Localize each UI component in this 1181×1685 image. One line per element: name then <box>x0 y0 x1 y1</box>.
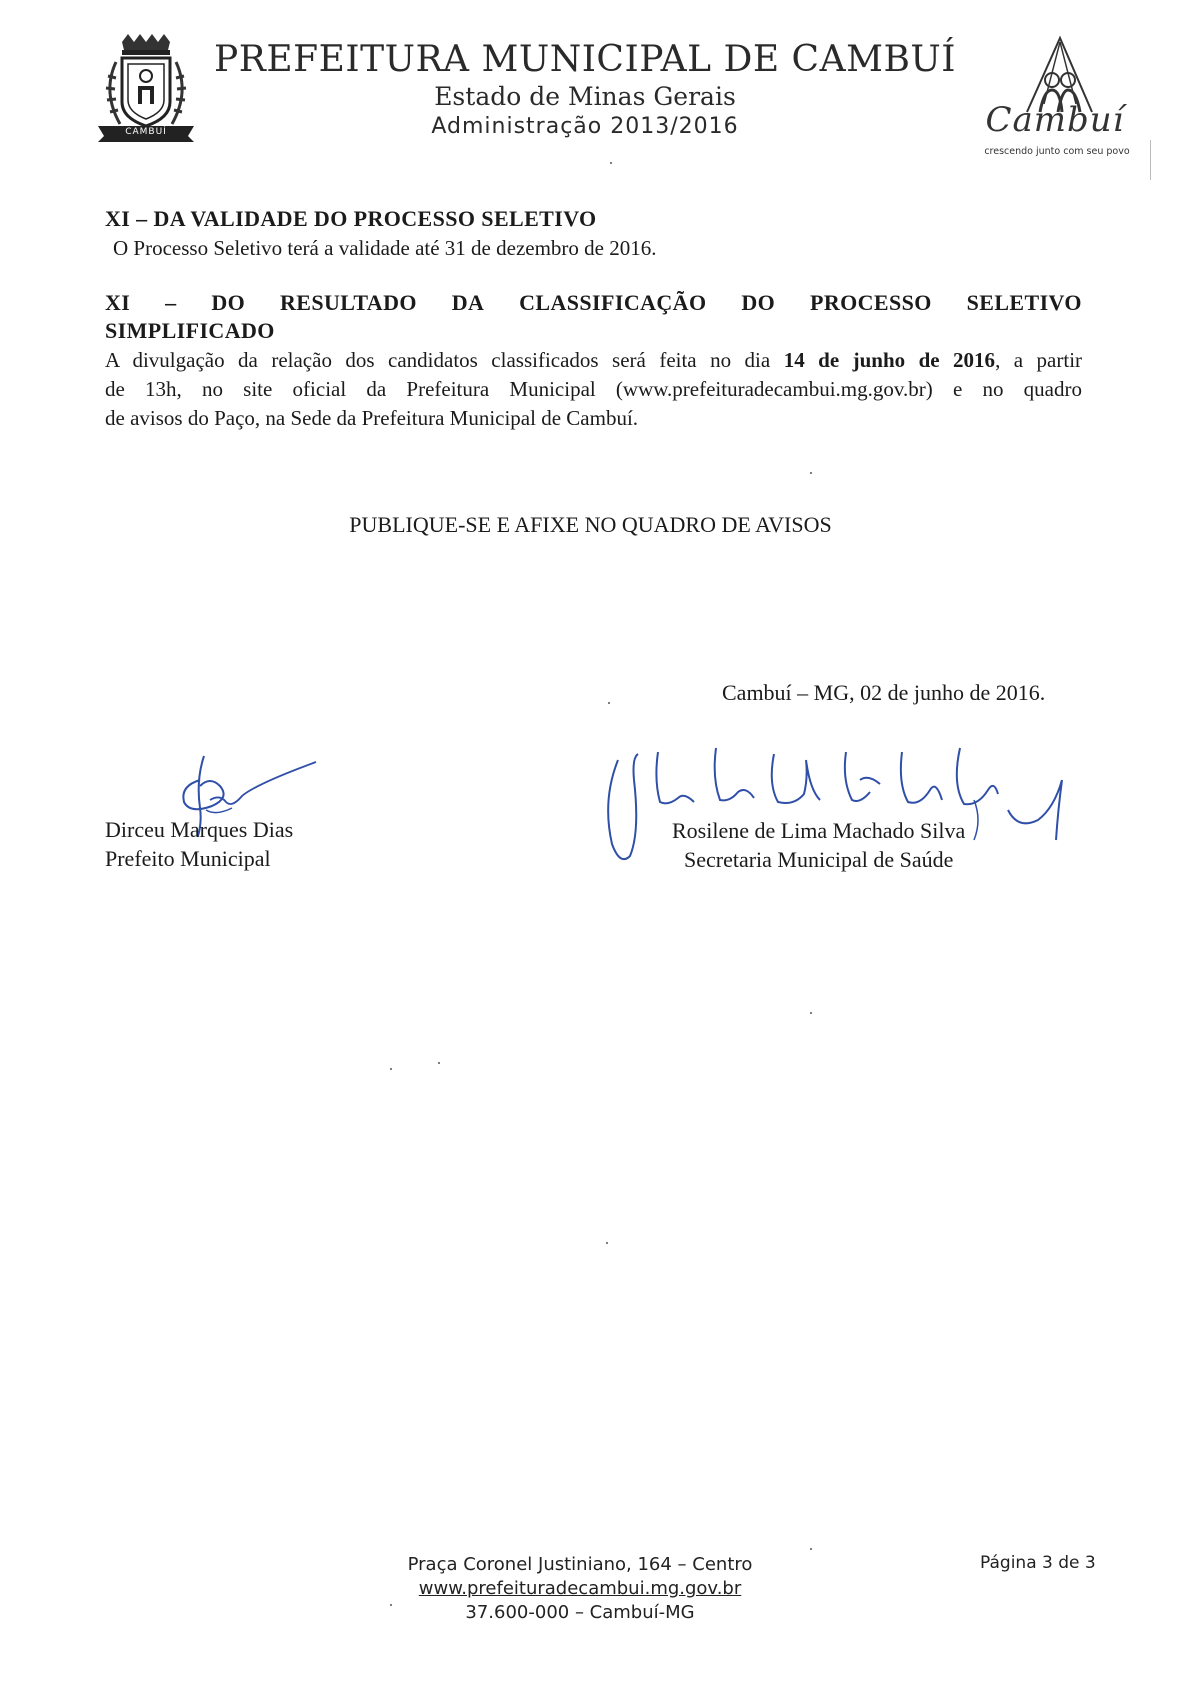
scan-speck <box>438 1062 440 1064</box>
title-word: – <box>165 290 177 315</box>
crest-banner-text: CAMBUÍ <box>125 127 167 137</box>
section-validity-body: O Processo Seletivo terá a validade até 31 de dezembro de 2016. <box>113 236 657 260</box>
letterhead-administration: Administração 2013/2016 <box>431 114 739 139</box>
scan-speck <box>610 162 612 164</box>
footer-website-link[interactable]: www.prefeituradecambui.mg.gov.br <box>418 1578 742 1599</box>
letterhead-state: Estado de Minas Gerais <box>434 82 736 111</box>
scan-edge-mark <box>1150 140 1151 180</box>
result-body-line3: de avisos do Paço, na Sede da Prefeitura Municipal de Cambuí. <box>105 406 639 430</box>
scan-speck <box>606 1242 608 1244</box>
cambui-logo-word: Cambuí <box>985 100 1125 140</box>
scan-speck <box>390 1068 392 1070</box>
section-result-body <box>105 346 1082 433</box>
signatory-1-name: Dirceu Marques Dias <box>105 817 294 842</box>
title-word: CLASSIFICAÇÃO <box>519 290 707 315</box>
section-result-title <box>105 290 1082 316</box>
result-date-bold: 14 de junho de 2016 <box>783 348 996 372</box>
result-body-line1 <box>105 346 1082 375</box>
signatory-2-name: Rosilene de Lima Machado Silva <box>672 818 966 843</box>
municipal-crest <box>92 32 200 144</box>
title-word: PROCESSO <box>810 290 932 315</box>
publish-notice: PUBLIQUE-SE E AFIXE NO QUADRO DE AVISOS <box>349 512 832 537</box>
footer-postal: 37.600-000 – Cambuí-MG <box>465 1602 695 1623</box>
scan-speck <box>810 1548 812 1550</box>
title-word: XI <box>105 290 131 315</box>
result-body-line2: de 13h, no site oficial da Prefeitura Municipal (www.prefeituradecambui.mg.gov.br) e no quadro <box>105 377 1082 401</box>
title-word: RESULTADO <box>280 290 417 315</box>
title-word: DO <box>211 290 246 315</box>
title-word: SELETIVO <box>966 290 1082 315</box>
title-word: DO <box>741 290 776 315</box>
letterhead-title: PREFEITURA MUNICIPAL DE CAMBUÍ <box>214 39 956 80</box>
page-number: Página 3 de 3 <box>980 1553 1096 1573</box>
scan-speck <box>810 472 812 474</box>
scan-speck <box>810 1012 812 1014</box>
signatory-2-role: Secretaria Municipal de Saúde <box>684 847 954 872</box>
footer <box>330 1553 830 1625</box>
result-body-text: A divulgação da relação dos candidatos classificados será feita no dia <box>105 348 771 372</box>
cambui-logo-icon <box>972 34 1142 159</box>
cambui-logo-tagline: crescendo junto com seu povo <box>984 146 1130 157</box>
letterhead <box>200 38 970 142</box>
scan-speck <box>608 702 610 704</box>
section-validity-title: XI – DA VALIDADE DO PROCESSO SELETIVO <box>105 206 597 231</box>
title-word: DA <box>451 290 485 315</box>
place-date: Cambuí – MG, 02 de junho de 2016. <box>722 680 1046 705</box>
signatory-1-role: Prefeito Municipal <box>105 846 271 871</box>
section-result-title-line2: SIMPLIFICADO <box>105 318 275 343</box>
result-body-text: , a partir <box>995 348 1083 372</box>
footer-address: Praça Coronel Justiniano, 164 – Centro <box>407 1554 753 1575</box>
cambui-logo <box>972 34 1142 159</box>
